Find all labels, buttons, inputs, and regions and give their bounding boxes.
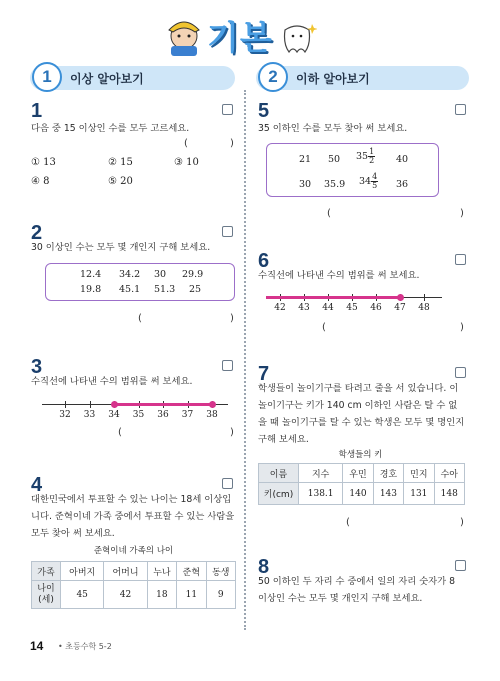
number-line-tick xyxy=(90,401,91,408)
fraction-denominator: 2 xyxy=(369,156,375,165)
table-header-cell: 키(cm) xyxy=(259,483,299,505)
number-box xyxy=(266,143,439,197)
table-cell: 143 xyxy=(373,483,403,505)
column-divider xyxy=(244,90,246,630)
section-number: 2 xyxy=(258,62,288,92)
number-item: 35.9 xyxy=(324,179,346,190)
mixed-whole: 34 xyxy=(359,176,372,187)
question-text: 35 이하인 수를 모두 찾아 써 보세요. xyxy=(258,123,408,134)
table-header-cell: 가족 xyxy=(32,562,61,581)
table-header-cell: 지수 xyxy=(299,464,343,483)
table-header-cell: 수아 xyxy=(434,464,464,483)
question-number: 8 xyxy=(258,556,270,578)
number-item: 30 xyxy=(154,269,167,280)
fraction xyxy=(371,173,378,190)
table-row xyxy=(32,581,236,609)
table-cell: 9 xyxy=(206,581,235,609)
answer-open-paren: ( xyxy=(118,427,122,438)
family-age-table xyxy=(31,561,236,609)
section-header-1 xyxy=(30,66,235,90)
option-4[interactable]: ④ 8 xyxy=(31,176,50,187)
fraction xyxy=(368,148,375,165)
table-cell: 11 xyxy=(177,581,206,609)
mixed-number xyxy=(356,148,375,165)
table-header-cell xyxy=(32,581,61,609)
page-title: 기본 xyxy=(207,18,273,57)
question-text: 학생들이 놀이기구를 타려고 줄을 서 있습니다. 이 놀이기구는 키가 140 cm 이하인 사람은 탈 수 없을 때 놀이기구를 탈 수 있는 학생은 모두 몇 명인지 구해 보세요. xyxy=(258,383,465,445)
tooth-mascot-icon xyxy=(277,22,317,56)
table-header-cell: 우민 xyxy=(343,464,373,483)
section-title: 이하 알아보기 xyxy=(296,72,370,86)
question-text: 다음 중 15 이상인 수를 모두 고르세요. xyxy=(31,123,190,134)
mixed-number xyxy=(359,173,378,190)
table-title: 학생들의 키 xyxy=(338,450,383,460)
number-item: 29.9 xyxy=(182,269,204,280)
option-3[interactable]: ③ 10 xyxy=(174,157,199,168)
number-line-label: 36 xyxy=(157,410,169,420)
number-line-label: 34 xyxy=(108,410,120,420)
question-text: 수직선에 나타낸 수의 범위를 써 보세요. xyxy=(258,270,420,281)
table-cell: 42 xyxy=(104,581,147,609)
table-header-cell: 어머니 xyxy=(104,562,147,581)
number-line-label: 47 xyxy=(394,303,406,313)
table-cell: 131 xyxy=(404,483,434,505)
answer-open-paren: ( xyxy=(322,322,326,333)
question-text: 수직선에 나타낸 수의 범위를 써 보세요. xyxy=(31,376,193,387)
check-box[interactable] xyxy=(455,254,466,265)
number-item: 34.2 xyxy=(119,269,141,280)
check-box[interactable] xyxy=(222,226,233,237)
number-item: 51.3 xyxy=(154,284,176,295)
number-line-label: 45 xyxy=(346,303,358,313)
question-text: 30 이상인 수는 모두 몇 개인지 구해 보세요. xyxy=(31,242,211,253)
table-cell: 148 xyxy=(434,483,464,505)
option-5[interactable]: ⑤ 20 xyxy=(108,176,133,187)
table-cell: 18 xyxy=(147,581,176,609)
question-number: 2 xyxy=(31,222,43,244)
student-height-table xyxy=(258,463,465,505)
number-line-tick xyxy=(424,294,425,301)
table-cell: 45 xyxy=(61,581,104,609)
check-box[interactable] xyxy=(455,560,466,571)
table-header-cell: 경호 xyxy=(373,464,403,483)
table-header-cell: 민지 xyxy=(404,464,434,483)
question-number: 7 xyxy=(258,363,270,385)
table-row xyxy=(259,464,465,483)
table-header-cell: 준혁 xyxy=(177,562,206,581)
number-line-label: 33 xyxy=(83,410,96,420)
number-line-point xyxy=(397,294,404,301)
number-item: 36 xyxy=(396,179,409,190)
check-box[interactable] xyxy=(455,104,466,115)
table-header-cell: 동생 xyxy=(206,562,235,581)
number-box xyxy=(45,263,235,301)
number-item: 25 xyxy=(189,284,202,295)
student-mascot-icon xyxy=(165,16,203,56)
check-box[interactable] xyxy=(455,367,466,378)
answer-close-paren: ) xyxy=(460,322,464,333)
answer-close-paren: ) xyxy=(230,138,234,149)
question-number: 1 xyxy=(31,100,43,122)
page-number: 14 xyxy=(30,639,44,653)
table-row xyxy=(32,562,236,581)
answer-close-paren: ) xyxy=(230,313,234,324)
number-line-label: 43 xyxy=(298,303,310,313)
mixed-whole: 35 xyxy=(356,151,369,162)
fraction-numerator: 4 xyxy=(372,172,378,181)
answer-close-paren: ) xyxy=(460,208,464,219)
answer-open-paren: ( xyxy=(346,517,350,528)
number-item: 30 xyxy=(299,179,312,190)
number-line-label: 44 xyxy=(322,303,334,313)
number-item: 21 xyxy=(299,154,312,165)
number-line-point xyxy=(111,401,118,408)
option-2[interactable]: ② 15 xyxy=(108,157,133,168)
number-line-label: 42 xyxy=(274,303,286,313)
number-line-label: 48 xyxy=(418,303,430,313)
table-title: 준혁이네 가족의 나이 xyxy=(93,546,174,556)
number-line xyxy=(266,291,442,319)
question-number: 5 xyxy=(258,100,270,122)
number-line-tick xyxy=(65,401,66,408)
section-title: 이상 알아보기 xyxy=(70,72,144,86)
number-line-point xyxy=(209,401,216,408)
fraction-denominator: 5 xyxy=(372,181,378,190)
number-item: 19.8 xyxy=(80,284,102,295)
section-header-2 xyxy=(256,66,469,90)
row-label-line: 나이 xyxy=(37,583,55,594)
number-item: 40 xyxy=(396,154,409,165)
number-line-label: 38 xyxy=(206,410,218,420)
question-text: 대한민국에서 투표할 수 있는 나이는 18세 이상입니다. 준혁이네 가족 중에서 투표할 수 있는 사람을 모두 찾아 써 보세요. xyxy=(31,494,235,539)
number-line-label: 32 xyxy=(59,410,71,420)
number-line-label: 35 xyxy=(132,410,145,420)
number-item: 12.4 xyxy=(80,269,102,280)
answer-open-paren: ( xyxy=(184,138,188,149)
question-number: 3 xyxy=(31,356,43,378)
answer-open-paren: ( xyxy=(138,313,142,324)
book-title: • 초등수학 5-2 xyxy=(58,642,112,651)
section-number: 1 xyxy=(32,62,62,92)
answer-close-paren: ) xyxy=(230,427,234,438)
answer-close-paren: ) xyxy=(460,517,464,528)
table-header-cell: 누나 xyxy=(147,562,176,581)
question-number: 6 xyxy=(258,250,270,272)
number-line-label: 46 xyxy=(370,303,382,313)
number-line-label: 37 xyxy=(181,410,194,420)
table-row xyxy=(259,483,465,505)
number-line-range xyxy=(114,403,212,406)
table-cell: 138.1 xyxy=(299,483,343,505)
row-label-line: (세) xyxy=(38,594,54,605)
option-1[interactable]: ① 13 xyxy=(31,157,56,168)
number-item: 50 xyxy=(328,154,341,165)
number-item: 45.1 xyxy=(119,284,141,295)
number-line xyxy=(42,398,228,426)
table-header-cell: 이름 xyxy=(259,464,299,483)
check-box[interactable] xyxy=(222,104,233,115)
table-cell: 140 xyxy=(343,483,373,505)
check-box[interactable] xyxy=(222,360,233,371)
number-line-range xyxy=(266,296,400,299)
table-header-cell: 아버지 xyxy=(61,562,104,581)
fraction-numerator: 1 xyxy=(369,147,375,156)
check-box[interactable] xyxy=(222,478,233,489)
question-text: 50 이하인 두 자리 수 중에서 일의 자리 숫자가 8 이상인 수는 모두 몇 개인지 구해 보세요. xyxy=(258,576,456,604)
header-logo xyxy=(165,12,325,56)
question-number: 4 xyxy=(31,474,43,496)
answer-open-paren: ( xyxy=(327,208,331,219)
